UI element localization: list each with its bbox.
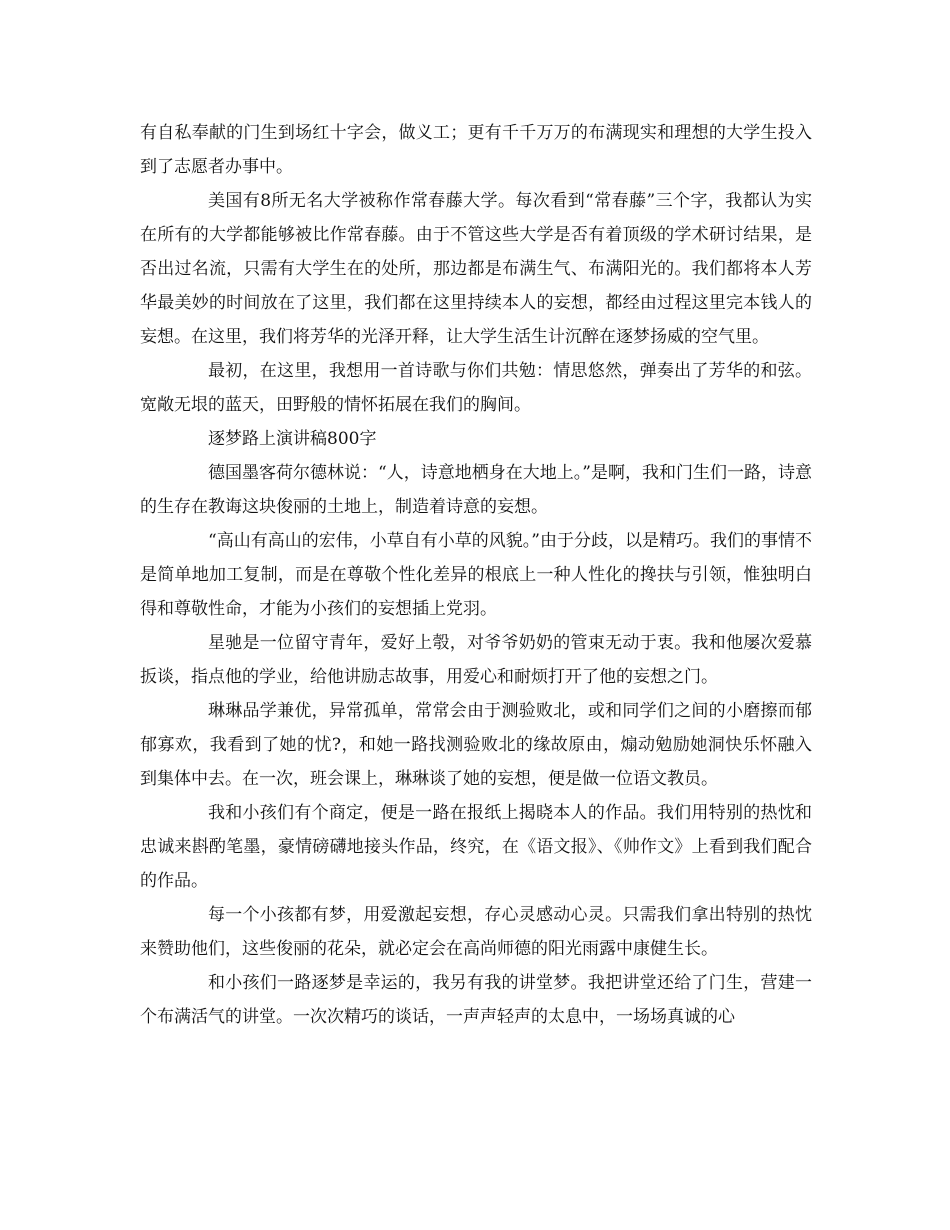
paragraph-3: 最初，在这里，我想用一首诗歌与你们共勉：情思悠然，弹奏出了芳华的和弦。宽敞无垠的蓝天，田野般的情怀拓展在我们的胸间。 <box>140 361 812 415</box>
paragraph-10: 和小孩们一路逐梦是幸运的，我另有我的讲堂梦。我把讲堂还给了门生，营建一个布满活气的讲堂。一次次精巧的谈话，一声声轻声的太息中，一场场真诚的心 <box>140 973 812 1027</box>
paragraph-2: 美国有8所无名大学被称作常春藤大学。每次看到“常春藤”三个字，我都认为实在所有的大学都能够被比作常春藤。由于不管这些大学是否有着顶级的学术研讨结果，是否出过名流，只需有大学生在的处所，那边都是布满生气、布满阳光的。我们都将本人芳华最美妙的时间放在了这里，我们都在这里持续本人的妄想，都经由过程这里完本钱人的妄想。在这里，我们将芳华的光泽开释，让大学生活生计沉醉在逐梦扬威的空气里。 <box>140 191 812 347</box>
paragraph-1: 有自私奉献的门生到场红十字会，做义工；更有千千万万的布满现实和理想的大学生投入到了志愿者办事中。 <box>140 123 812 177</box>
paragraph-4: 德国墨客荷尔德林说：“人，诗意地栖身在大地上。”是啊，我和门生们一路，诗意的生存在教诲这块俊丽的土地上，制造着诗意的妄想。 <box>140 463 812 517</box>
paragraph-6: 星驰是一位留守青年，爱好上彀，对爷爷奶奶的管束无动于衷。我和他屡次爱慕扳谈，指点他的学业，给他讲励志故事，用爱心和耐烦打开了他的妄想之门。 <box>140 633 812 687</box>
paragraph-7: 琳琳品学兼优，异常孤单，常常会由于测验败北，或和同学们之间的小磨擦而郁郁寡欢，我看到了她的忧?，和她一路找测验败北的缘故原由，煽动勉励她洞快乐怀融入到集体中去。在一次，班会课上，琳琳谈了她的妄想，便是做一位语文教员。 <box>140 701 812 789</box>
paragraph-5: “高山有高山的宏伟，小草自有小草的风貌。”由于分歧，以是精巧。我们的事情不是简单地加工复制，而是在尊敬个性化差异的根底上一种人性化的搀扶与引领，惟独明白得和尊敬性命，才能为小孩们的妄想插上党羽。 <box>140 531 812 619</box>
paragraph-9: 每一个小孩都有梦，用爱激起妄想，存心灵感动心灵。只需我们拿出特别的热忱来赞助他们，这些俊丽的花朵，就必定会在高尚师德的阳光雨露中康健生长。 <box>140 905 812 959</box>
paragraph-8: 我和小孩们有个商定，便是一路在报纸上揭晓本人的作品。我们用特别的热忱和忠诚来斟酌笔墨，豪情磅礴地接头作品，终究，在《语文报》、《帅作文》上看到我们配合的作品。 <box>140 803 812 891</box>
document-body <box>140 116 812 1034</box>
section-heading: 逐梦路上演讲稿800字 <box>208 429 377 449</box>
